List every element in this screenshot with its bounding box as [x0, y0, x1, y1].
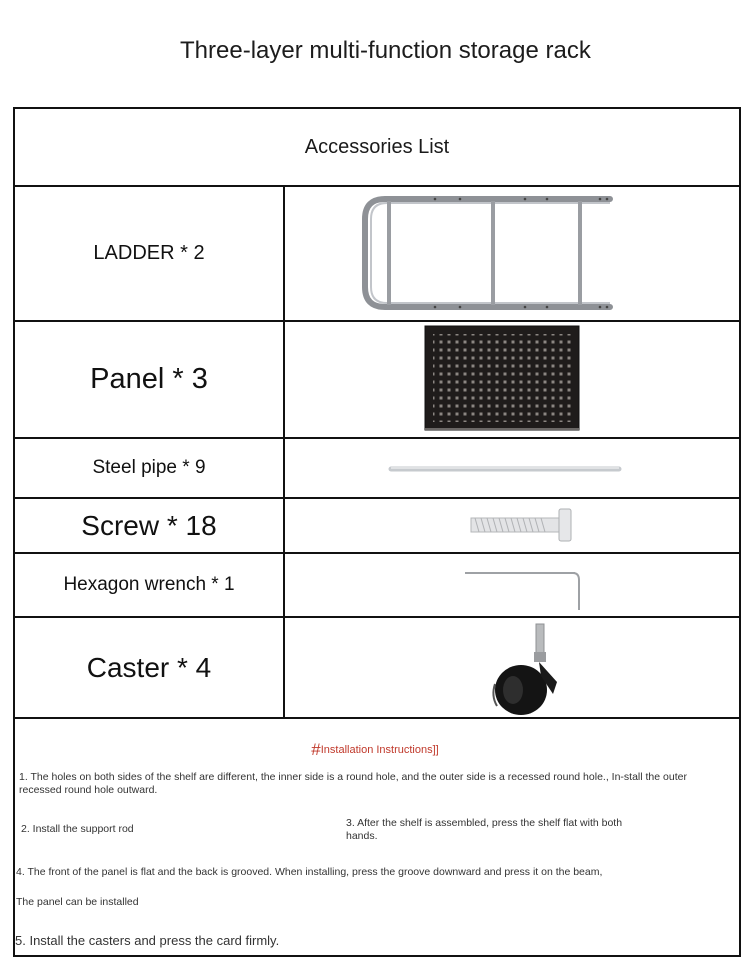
instruction-step-2: 2. Install the support rod [21, 823, 134, 835]
page-title: Three-layer multi-function storage rack [180, 37, 591, 64]
instructions-title [0, 740, 750, 760]
item-label-screw: Screw * 18 [81, 509, 217, 541]
instruction-step-4-continued: The panel can be installed [16, 896, 139, 908]
instruction-step-1: 1. The holes on both sides of the shelf are different, the inner side is a round hole, and the outer side is a recessed round hole., In-stall the outer recessed round hole outward. [19, 771, 687, 796]
item-label-panel: Panel * 3 [90, 363, 208, 395]
row-divider [13, 717, 741, 719]
item-label-ladder: LADDER * 2 [93, 242, 205, 264]
item-label-hex-wrench: Hexagon wrench * 1 [63, 574, 235, 595]
hex-wrench-icon [285, 554, 739, 616]
instruction-step-4: 4. The front of the panel is flat and the back is grooved. When installing, press the groove downward and press it on the beam, [16, 866, 603, 878]
instruction-step-5: 5. Install the casters and press the card firmly. [15, 933, 280, 948]
steel-pipe-icon [285, 439, 739, 497]
instructions-title-text: Installation Instructions]] [320, 744, 439, 756]
ladder-frame-icon [285, 187, 739, 320]
item-label-steel-pipe: Steel pipe * 9 [92, 457, 206, 478]
perforated-panel-icon [285, 322, 739, 437]
caster-wheel-icon [285, 618, 739, 717]
instruction-step-3: 3. After the shelf is assembled, press the shelf flat with both hands. [346, 817, 623, 842]
item-label-caster: Caster * 4 [86, 651, 212, 683]
instructions-hash: # [311, 740, 321, 759]
table-header: Accessories List [304, 136, 450, 158]
screw-icon [285, 499, 739, 552]
